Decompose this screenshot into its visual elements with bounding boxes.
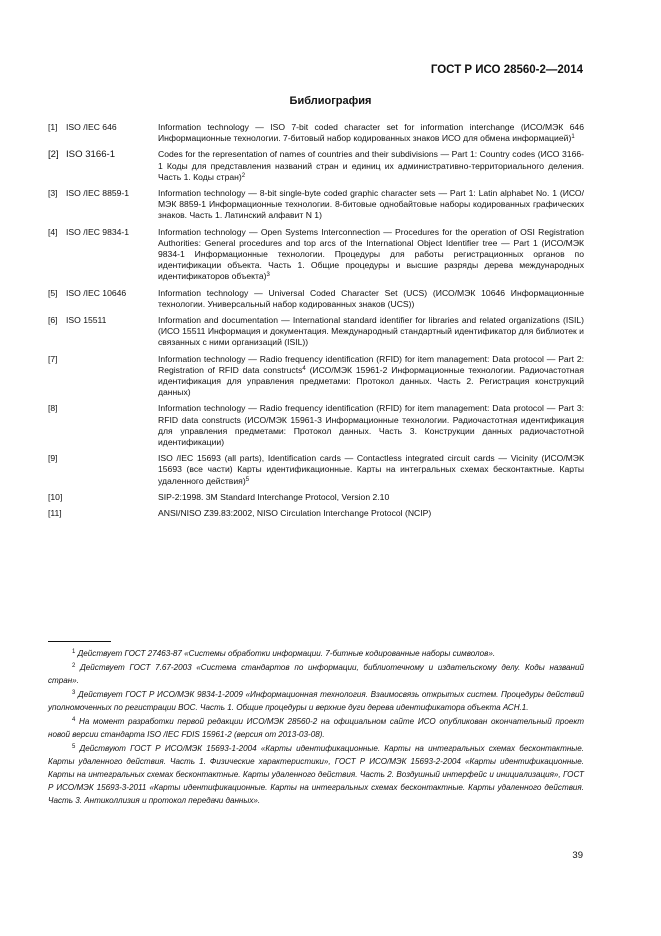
entry-text: Information technology — ISO 7-bit coded character set for information interchange (ИСО/МЭК 646 Информационные технологии. 7-битовый набор кодированных знаков ИСО для обмена информацией)$^1$ (158, 122, 584, 144)
entry-standard-code (66, 492, 158, 503)
footnote-ref: 2 (241, 172, 246, 179)
footnote-mark: 5 (72, 744, 76, 750)
bibliography-entry (48, 315, 584, 349)
bibliography-entry (48, 492, 584, 503)
entry-standard-code (66, 453, 158, 487)
entry-standard-code (66, 403, 158, 448)
entry-text: Information technology — 8-bit single-byte coded graphic character sets — Part 1: Latin alphabet No. 1 (ИСО/МЭК 8859-1 Информационные технологии. 8-битовые однобайтовые наборы кодированных графических знаков. Часть 1. Латинский алфавит N 1) (158, 188, 584, 221)
bibliography-entry (48, 453, 584, 487)
entry-text: SIP-2:1998. 3M Standard Interchange Protocol, Version 2.10 (158, 491, 390, 502)
bibliography-entry (48, 227, 584, 283)
entry-number: [6] (48, 315, 58, 326)
footnote-ref: 3 (266, 272, 270, 279)
entry-text: Information technology — Universal Coded Character Set (UCS) (ИСО/МЭК 10646 Информационные технологии. Универсальный набор кодированных знаков (UCS)) (158, 287, 584, 309)
footnote-divider (48, 641, 111, 642)
standard-code: ГОСТ Р ИСО 28560-2—2014 (430, 64, 583, 76)
entry-text: Codes for the representation of names of countries and their subdivisions — Part 1: Country codes (ИСО 3166-1 Коды для представления названий стран и единиц их административно-территориального деления. Часть 1. Коды стран)$^2$ (158, 149, 584, 182)
entry-text: Information technology — Radio frequency identification (RFID) for item management: Data protocol — Part 2: Registration of RFID data constructs$^4$ (ИСО/МЭК 15961-2 Информационные технологии. Радиочастотная идентификация для управления предметами: Протокол данных. Часть 2. Регистрация конструкций данных) (158, 353, 584, 398)
footnote-mark: 2 (72, 663, 76, 669)
footnote-mark: 3 (72, 690, 76, 696)
footnote-ref: 4 (302, 365, 306, 372)
entry-number: [8] (48, 403, 58, 414)
page-number: 39 (572, 850, 583, 861)
footnote: $^2$ Действует ГОСТ 7.67-2003 «Система стандартов по информации, библиотечному и издательскому делу. Коды названий стран». (48, 663, 584, 685)
entry-text: ANSI/NISO Z39.83:2002, NISO Circulation Interchange Protocol (NCIP) (158, 508, 432, 519)
footnote: $^4$ На момент разработки первой редакции ИСО/МЭК 28560-2 на официальном сайте ИСО опубликован окончательный проект новой версии стандарта ISO /IEC FDIS 15961-2 (версия от 2013-03-08). (48, 717, 584, 739)
entry-standard-code (66, 354, 158, 399)
entry-number: [5] (48, 287, 58, 298)
entry-text: Information technology — Radio frequency identification (RFID) for item management: Data protocol — Part 3: RFID data constructs (ИСО/МЭК 15961-3 Информационные технологии. Радиочастотная идентификация для управления предметами: Протокол данных. Часть 3. Конструкции данных радиочастотной идентификации) (158, 403, 584, 448)
entry-standard-code (66, 508, 158, 519)
entry-standard-code: ISO /IEC 10646 (66, 287, 127, 298)
bibliography-entry (48, 149, 584, 183)
entry-number: [9] (48, 453, 58, 464)
footnote: $^3$ Действует ГОСТ Р ИСО/МЭК 9834-1-2009 «Информационная технология. Взаимосвязь открытых систем. Процедуры действий уполномоченных по регистрации ВОС. Часть 1. Общие процедуры и верхние дуги дерева идентификатора объекта АСН.1. (48, 690, 584, 712)
entry-number: [1] (48, 122, 58, 132)
bibliography-entry (48, 122, 584, 144)
entry-text: ISO /IEC 15693 (all parts), Identification cards — Contactless integrated circuit cards — Vicinity (ИСО/МЭК 15693 (все части) Карты идентификационные. Карты на интегральных схемах бесконтактные. Карты удаленного действия)$^5$ (158, 453, 584, 486)
entry-text: Information and documentation — International standard identifier for libraries and related organizations (ISIL) (ИСО 15511 Информация и документация. Международный стандартный идентификатор для библиотек и связанных с ними организаций (ISIL)) (158, 315, 584, 348)
entry-standard-code: ISO /IEC 9834-1 (66, 226, 130, 237)
page-title: Библиография (289, 95, 372, 107)
footnote: $^1$ Действует ГОСТ 27463-87 «Системы обработки информации. 7-битные кодированные наборы символов». (72, 649, 496, 658)
entry-number: [7] (48, 353, 58, 364)
footnote-ref: 5 (245, 476, 250, 483)
bibliography-entry (48, 288, 584, 310)
entry-number: [11] (48, 508, 62, 519)
footnote-mark: 4 (72, 717, 76, 723)
entry-text: Information technology — Open Systems Interconnection — Procedures for the operation of OSI Registration Authorities: General procedures and top arcs of the International Object Identifier tree — Part 1 (ИСО/МЭК 9834-1 Информационные технологии. Процедуры для работы регистрационных органов по идентификации объекта. Часть 1. Общие процедуры и высшие разряды дерева международных идентификаторов объекта)$^3$ (158, 226, 584, 282)
bibliography-entry (48, 354, 584, 399)
footnote-mark: 1 (72, 649, 76, 655)
footnote: $^5$ Действуют ГОСТ Р ИСО/МЭК 15693-1-2004 «Карты идентификационные. Карты на интегральных схемах бесконтактные. Карты удаленного действия. Часть 1. Физические характеристики», ГОСТ Р ИСО/МЭК 15693-2-2004 «Карты идентификационные. Карты на интегральных схемах бесконтактные. Карты удаленного действия. Часть 2. Воздушный интерфейс и инициализация», ГОСТ Р ИСО/МЭК 15693-3-2011 «Карты идентификационные. Карты на интегральных схемах бесконтактные. Карты удаленного действия. Часть 3. Антиколлизия и протокол передачи данных». (48, 744, 584, 805)
bibliography-entry (48, 403, 584, 448)
entry-number: [10] (48, 491, 63, 502)
footnotes (48, 647, 584, 808)
entry-number: [2] (48, 149, 59, 161)
bibliography-entry (48, 188, 584, 222)
entry-number: [3] (48, 188, 58, 199)
entry-standard-code: ISO /IEC 646 (66, 122, 117, 132)
entry-standard-code: ISO /IEC 8859-1 (66, 188, 130, 199)
entry-standard-code: ISO 3166-1 (66, 149, 116, 161)
bibliography-entry (48, 508, 584, 519)
entry-number: [4] (48, 226, 58, 237)
bibliography-list (48, 122, 584, 524)
footnote-ref: 1 (571, 134, 575, 141)
entry-standard-code: ISO 15511 (66, 315, 107, 326)
